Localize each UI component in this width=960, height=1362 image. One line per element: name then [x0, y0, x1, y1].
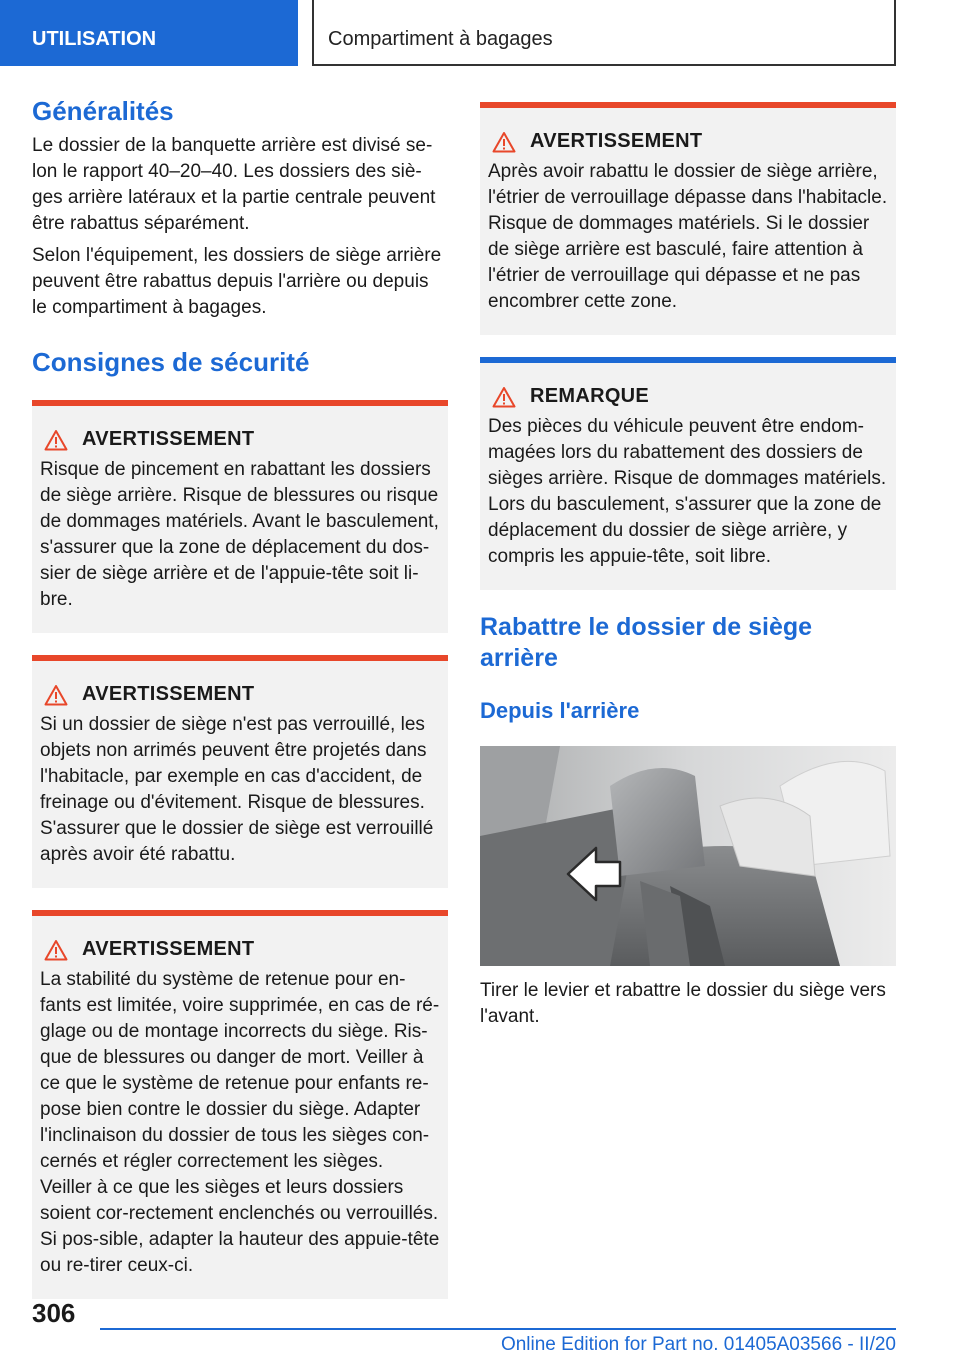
note-box — [480, 357, 896, 590]
left-column — [32, 96, 448, 1321]
warning-box-3 — [32, 910, 448, 1299]
right-column — [480, 102, 896, 1030]
footer-divider — [100, 1328, 896, 1330]
warning-label: AVERTISSEMENT — [82, 683, 255, 706]
warning-label: AVERTISSEMENT — [82, 428, 255, 451]
from-rear-heading: Depuis l'arrière — [480, 698, 640, 723]
warning-triangle-icon — [44, 429, 68, 451]
warning-triangle-icon — [492, 386, 516, 408]
fold-heading: Rabattre le dossier de siège arrière — [480, 613, 813, 672]
page-number: 306 — [32, 1298, 76, 1328]
warning-triangle-icon — [44, 939, 68, 961]
page-header — [0, 0, 960, 66]
note-label: REMARQUE — [530, 385, 650, 407]
safety-heading: Consignes de sécurité — [32, 347, 310, 378]
warning-label: AVERTISSEMENT — [82, 938, 255, 961]
warning-text: La stabilité du système de retenue pour en-fants est limitée, voire supprimée, en cas de ré-glage ou de montage incorrects du siège. Ris-que de blessures ou danger de mort. Veiller à ce que le système de retenue pour enfants re-pose bien contre le dossier du siège. Adapter l'inclinaison du dossier de tous les sièges con-cernés et régler correctement les sièges. Veiller à ce que les sièges et leurs dossiers soient cor-rectement enclenchés ou verrouillés. Si pos-sible, adapter la hauteur des appuie-tête ou re-tirer ceux-ci. — [40, 969, 440, 1277]
section-tab: UTILISATION — [0, 0, 298, 66]
rear-seat-photo — [480, 746, 896, 966]
warning-label: AVERTISSEMENT — [530, 130, 703, 152]
note-text: Des pièces du véhicule peuvent être endom-magées lors du rabattement des dossiers de sièges arrière. Risque de dommages matériels. Lors du basculement, s'assurer que la zone de déplacement du dossier de siège arrière, y compris les appuie-tête, soit libre. — [488, 416, 887, 567]
edition-info: Online Edition for Part no. 01405A03566 - II/20 — [500, 1334, 896, 1355]
warning-text: Après avoir rabattu le dossier de siège arrière, l'étrier de verrouillage dépasse dans l'habitacle. Risque de dommages matériels. Si le dossier de siège arrière est basculé, faire attention à l'étrier de verrouillage qui dépasse et ne pas encombrer cette zone. — [488, 161, 888, 312]
warning-box-2 — [32, 655, 448, 888]
warning-text: Risque de pincement en rabattant les dossiers de siège arrière. Risque de blessures ou risque de dommages matériels. Avant le basculement, s'assurer que la zone de déplacement du dos-sier de siège arrière et de l'appuie-tête soit li-bre. — [40, 459, 439, 611]
warning-triangle-icon — [492, 131, 516, 153]
general-paragraph-2: Selon l'équipement, les dossiers de siège arrière peuvent être rabattus depuis l'arrière ou depuis le compartiment à bagages. — [32, 245, 442, 319]
photo-caption: Tirer le levier et rabattre le dossier du siège vers l'avant. — [480, 980, 886, 1027]
general-paragraph-1: Le dossier de la banquette arrière est divisé se-lon le rapport 40–20–40. Les dossiers des siè-ges arrière latéraux et la partie centrale peuvent être rabattus séparément. — [32, 135, 436, 235]
warning-box-4 — [480, 102, 896, 335]
warning-text: Si un dossier de siège n'est pas verrouillé, les objets non arrimés peuvent être projetés dans l'habitacle, par exemple en cas d'accident, de freinage ou d'évitement. Risque de blessures. S'assurer que le dossier de siège est verrouillé après avoir été rabattu. — [40, 714, 434, 866]
warning-box-1 — [32, 400, 448, 633]
chapter-title: Compartiment à bagages — [312, 0, 896, 66]
warning-triangle-icon — [44, 684, 68, 706]
general-heading: Généralités — [32, 96, 174, 126]
